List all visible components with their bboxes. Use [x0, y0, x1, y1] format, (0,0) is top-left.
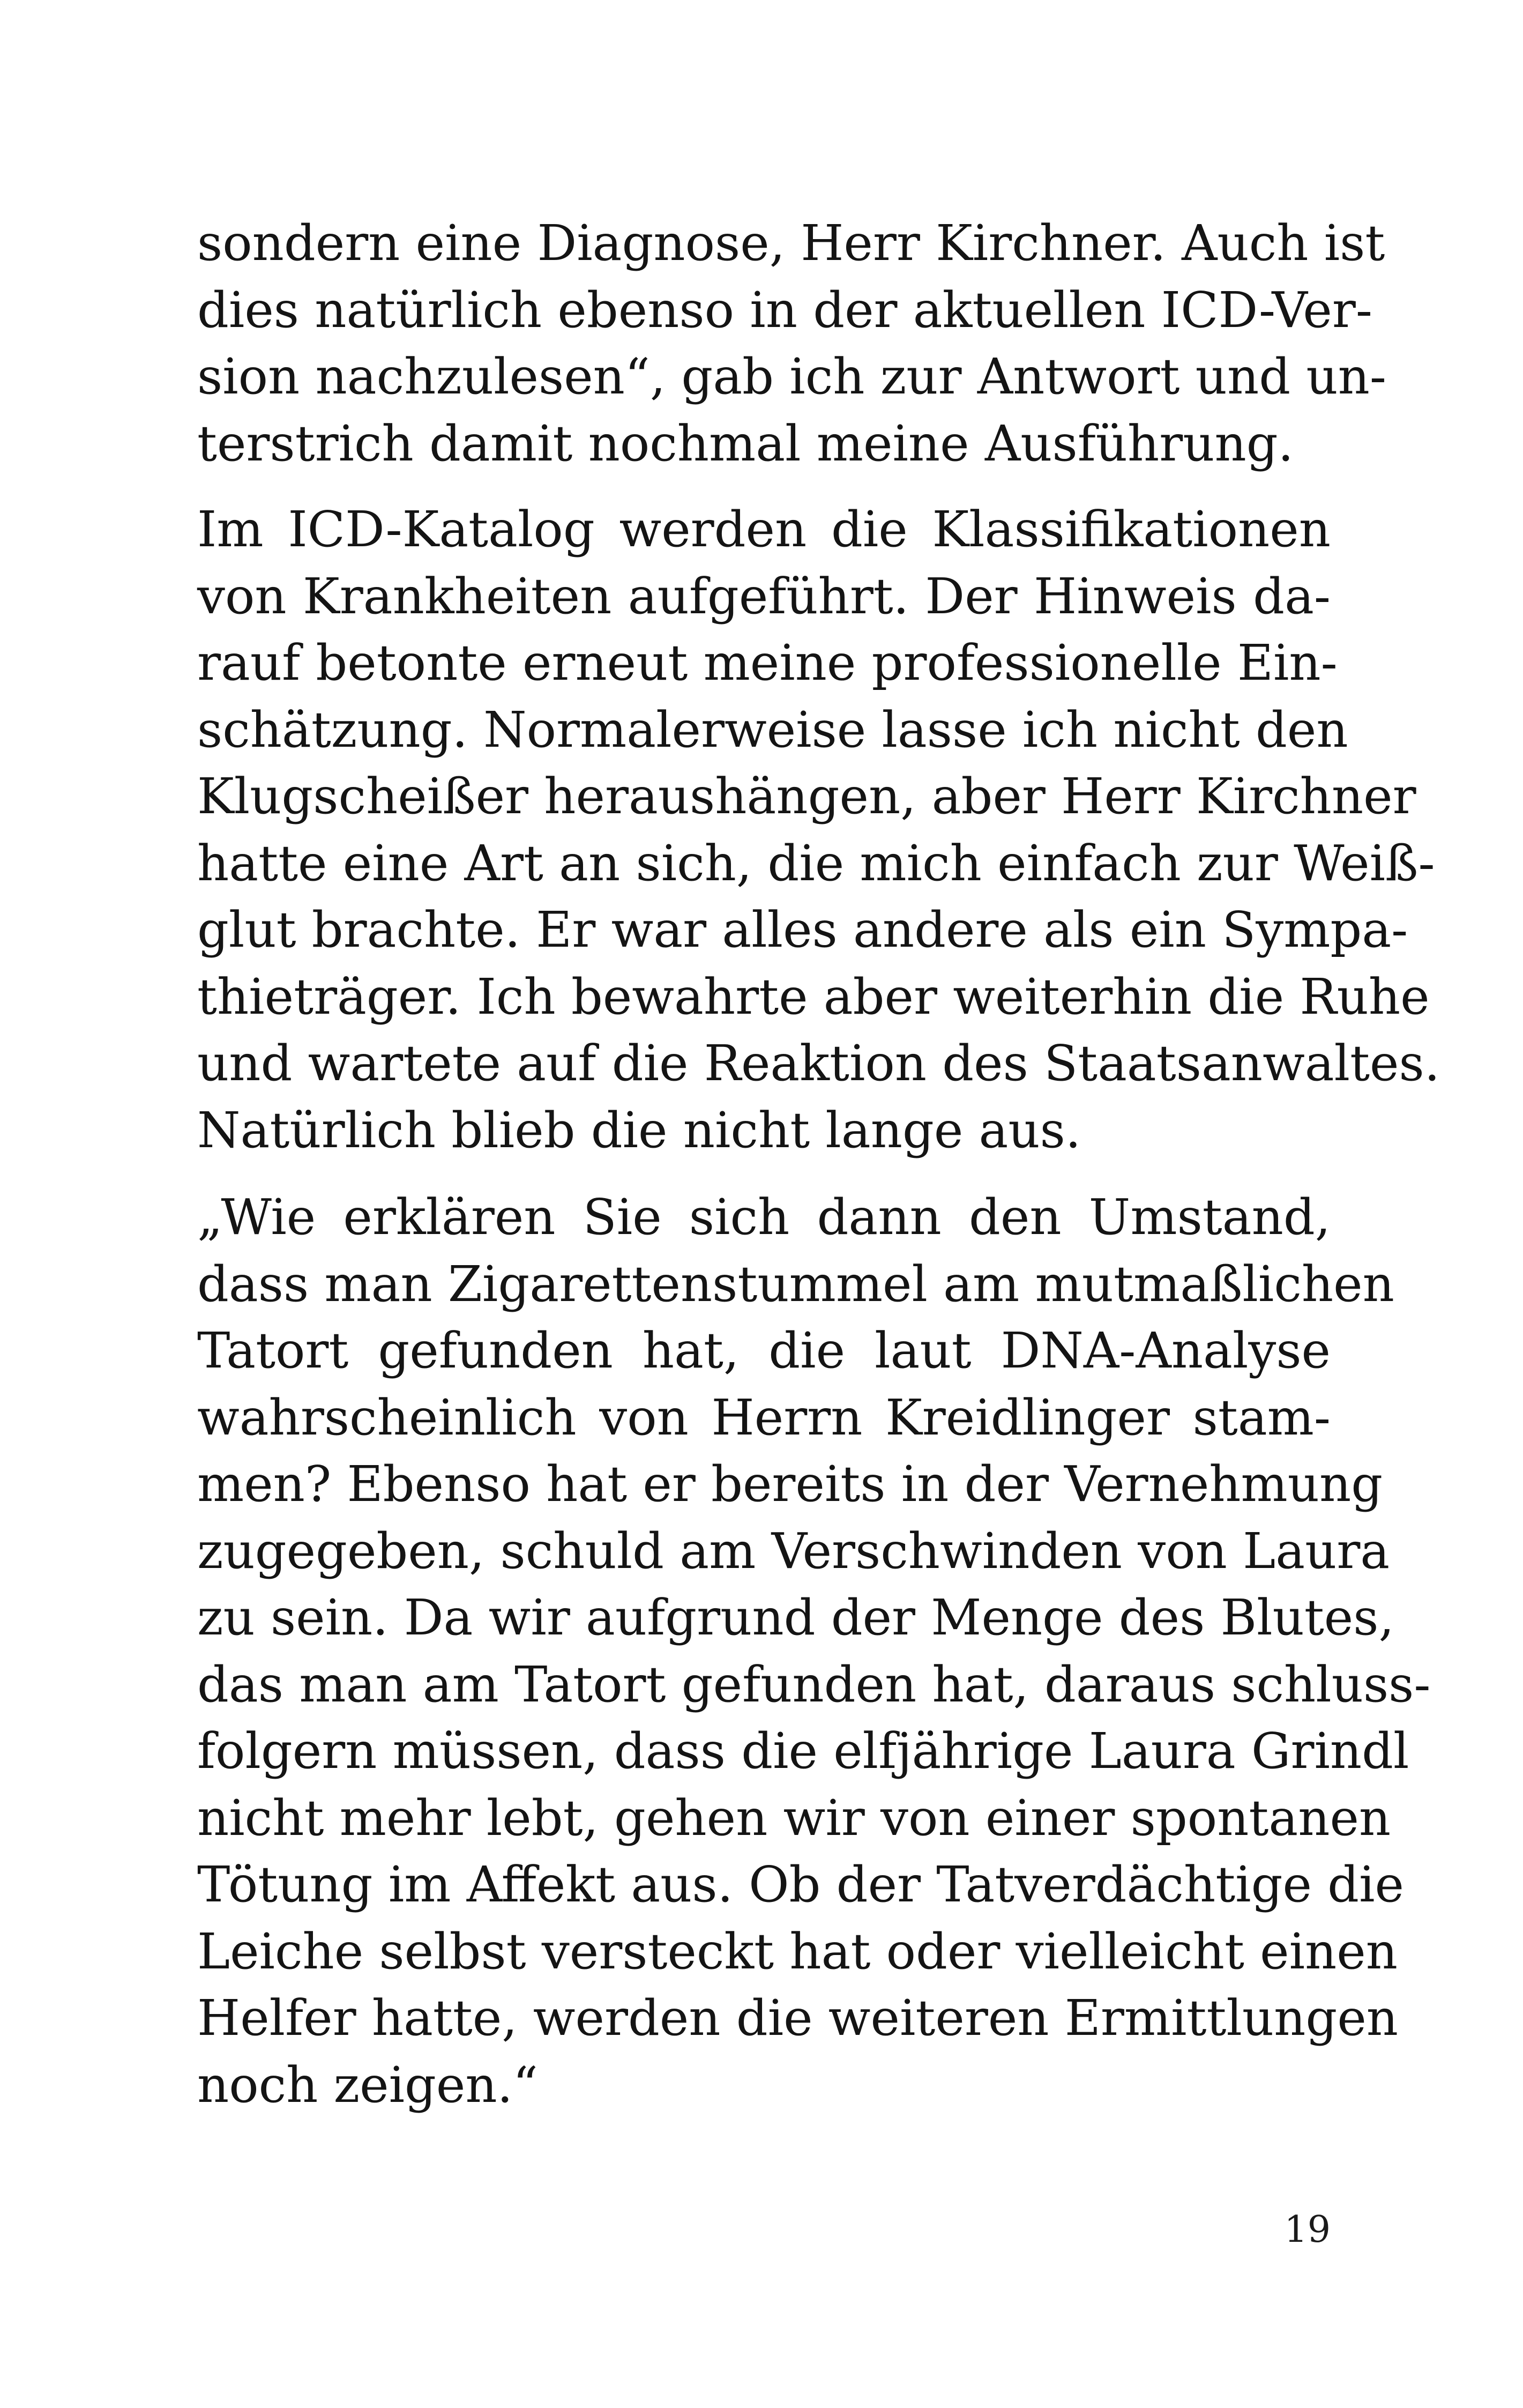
- text-line: zu sein. Da wir aufgrund der Menge des Blutes,: [197, 1589, 1394, 1646]
- text-line: „Wie erklären Sie sich dann den Umstand,: [197, 1188, 1331, 1246]
- text-line: wahrscheinlich von Herrn Kreidlinger stam-: [197, 1388, 1331, 1446]
- text-line: Klugscheißer heraushängen, aber Herr Kirchner: [197, 768, 1416, 825]
- text-line: sondern eine Diagnose, Herr Kirchner. Auch ist: [197, 214, 1385, 272]
- text-line: Leiche selbst versteckt hat oder vielleicht einen: [197, 1922, 1398, 1980]
- text-line: Helfer hatte, werden die weiteren Ermittlungen: [197, 1989, 1399, 2047]
- body-text: [197, 210, 1440, 2119]
- text-line: hatte eine Art an sich, die mich einfach zur Weiß-: [197, 834, 1435, 892]
- paragraph-2: [197, 496, 1440, 1164]
- text-line: schätzung. Normalerweise lasse ich nicht den: [197, 701, 1348, 759]
- paragraph-1: [197, 210, 1386, 477]
- text-line: sion nachzulesen“, gab ich zur Antwort und un-: [197, 348, 1386, 405]
- text-line: dies natürlich ebenso in der aktuellen ICD-Ver-: [197, 281, 1372, 339]
- text-line: dass man Zigarettenstummel am mutmaßlichen: [197, 1255, 1394, 1313]
- text-line: und wartete auf die Reaktion des Staatsanwaltes.: [197, 1035, 1440, 1092]
- text-line: Im ICD-Katalog werden die Klassifikationen: [197, 501, 1331, 558]
- text-line: das man am Tatort gefunden hat, daraus schluss-: [197, 1655, 1431, 1713]
- text-line: Tötung im Affekt aus. Ob der Tatverdächtige die: [197, 1856, 1404, 1913]
- text-line: folgern müssen, dass die elfjährige Laura Grindl: [197, 1722, 1409, 1780]
- text-line: terstrich damit nochmal meine Ausführung.: [197, 414, 1294, 472]
- text-line: Tatort gefunden hat, die laut DNA-Analyse: [197, 1322, 1331, 1379]
- text-line: von Krankheiten aufgeführt. Der Hinweis da-: [197, 567, 1331, 625]
- text-line: zugegeben, schuld am Verschwinden von Laura: [197, 1522, 1390, 1580]
- text-line: nicht mehr lebt, gehen wir von einer spontanen: [197, 1789, 1391, 1847]
- text-line: rauf betonte erneut meine professionelle Ein-: [197, 634, 1338, 692]
- page-number: 19: [1284, 2209, 1331, 2251]
- text-line: thieträger. Ich bewahrte aber weiterhin die Ruhe: [197, 968, 1430, 1025]
- text-line: Natürlich blieb die nicht lange aus.: [197, 1101, 1081, 1159]
- text-line: men? Ebenso hat er bereits in der Vernehmung: [197, 1455, 1383, 1513]
- text-line: glut brachte. Er war alles andere als ein Sympa-: [197, 901, 1408, 958]
- text-line: noch zeigen.“: [197, 2056, 538, 2114]
- paragraph-3: [197, 1184, 1431, 2119]
